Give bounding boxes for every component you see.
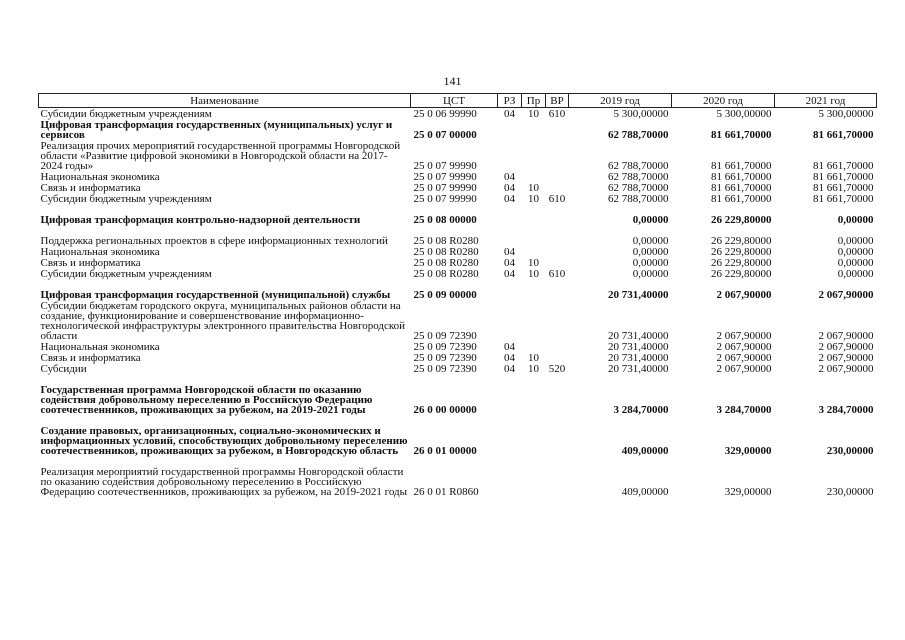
cell-2019: 0,00000 <box>632 268 669 280</box>
cell-2020: 81 661,70000 <box>711 193 772 205</box>
cell-2020: 81 661,70000 <box>711 182 772 194</box>
cell-2021: 2 067,90000 <box>818 289 874 301</box>
cell-2021: 2 067,90000 <box>818 330 874 342</box>
cell-vr <box>546 341 569 352</box>
cell-2021: 230,00000 <box>826 445 874 457</box>
cell-cst: 25 0 09 00000 <box>413 289 477 301</box>
cell-vr <box>546 119 569 140</box>
cell-cst: 25 0 08 R0280 <box>413 235 479 247</box>
cell-vr <box>546 225 569 246</box>
cell-2020: 81 661,70000 <box>711 160 772 172</box>
cell-2021: 81 661,70000 <box>813 193 874 205</box>
cell-cst: 25 0 07 99990 <box>413 193 477 205</box>
cell-2020: 2 067,90000 <box>716 330 772 342</box>
cell-vr <box>546 374 569 415</box>
cell-2019: 0,00000 <box>632 246 669 258</box>
cell-name: Цифровая трансформация контрольно-надзорной деятельности <box>40 214 361 226</box>
cell-2020: 2 067,90000 <box>716 341 772 353</box>
cell-vr <box>546 300 569 341</box>
cell-2020: 329,00000 <box>724 486 772 498</box>
cell-2019: 0,00000 <box>632 214 669 226</box>
cell-2019: 62 788,70000 <box>608 193 669 205</box>
cell-rz: 04 <box>504 182 515 194</box>
cell-cst: 25 0 07 00000 <box>413 129 477 141</box>
cell-pr <box>522 246 546 257</box>
budget-table <box>38 93 877 497</box>
cell-2020: 329,00000 <box>724 445 772 457</box>
cell-cst: 25 0 06 99990 <box>413 108 477 120</box>
column-header-rz: РЗ <box>498 94 522 108</box>
cell-rz <box>498 374 522 415</box>
column-header-2020: 2020 год <box>672 94 775 108</box>
cell-cst: 25 0 09 72390 <box>413 363 477 375</box>
cell-2021: 2 067,90000 <box>818 352 874 364</box>
cell-2020: 3 284,70000 <box>716 404 772 416</box>
cell-2020: 2 067,90000 <box>716 289 772 301</box>
cell-2021: 81 661,70000 <box>813 160 874 172</box>
table-row <box>39 257 877 268</box>
cell-name: Цифровая трансформация государственных (муниципальных) услуг и сервисов <box>40 119 393 141</box>
cell-name: Связь и информатика <box>40 352 141 364</box>
cell-name: Реализация прочих мероприятий государственной программы Новгородской области «Развитие цифровой экономики в Новгородской области на 2017-2024 годы» <box>40 140 401 172</box>
table-row <box>39 456 877 497</box>
cell-2021: 81 661,70000 <box>813 129 874 141</box>
cell-2019: 62 788,70000 <box>608 129 669 141</box>
table-row <box>39 108 877 120</box>
cell-2021: 0,00000 <box>837 268 874 280</box>
cell-cst: 26 0 01 R0860 <box>413 486 479 498</box>
cell-name: Национальная экономика <box>40 341 160 353</box>
cell-rz <box>498 119 522 140</box>
cell-name: Создание правовых, организационных, социально-экономических и информационных условий, способствующих добровольному переселению соотечественников, проживающих за рубежом, в Новгородскую область <box>40 425 408 457</box>
cell-2019: 20 731,40000 <box>608 289 669 301</box>
cell-pr <box>522 140 546 171</box>
cell-vr <box>546 204 569 225</box>
cell-cst: 25 0 07 99990 <box>413 160 477 172</box>
cell-vr: 610 <box>548 193 566 205</box>
cell-pr: 10 <box>528 108 539 120</box>
cell-2019: 3 284,70000 <box>613 404 669 416</box>
cell-pr <box>522 415 546 456</box>
cell-name: Государственная программа Новгородской области по оказанию содействия добровольному переселению в Российскую Федерацию соотечественников, проживающих за рубежом, на 2019-2021 годы <box>40 384 373 416</box>
table-row <box>39 300 877 341</box>
table-row <box>39 246 877 257</box>
cell-2019: 409,00000 <box>621 486 669 498</box>
cell-2020: 26 229,80000 <box>711 246 772 258</box>
cell-rz: 04 <box>504 352 515 364</box>
table-row <box>39 268 877 279</box>
cell-rz: 04 <box>504 363 515 375</box>
cell-2021: 2 067,90000 <box>818 341 874 353</box>
cell-2021: 5 300,00000 <box>818 108 874 120</box>
cell-2021: 0,00000 <box>837 257 874 269</box>
cell-vr <box>546 246 569 257</box>
cell-name: Поддержка региональных проектов в сфере информационных технологий <box>40 235 388 247</box>
table-row <box>39 140 877 171</box>
cell-name: Цифровая трансформация государственной (муниципальной) службы <box>40 289 391 301</box>
cell-vr <box>546 415 569 456</box>
cell-2020: 2 067,90000 <box>716 363 772 375</box>
cell-name: Связь и информатика <box>40 257 141 269</box>
cell-rz <box>498 415 522 456</box>
cell-vr: 610 <box>548 108 566 120</box>
cell-2020: 26 229,80000 <box>711 235 772 247</box>
table-row <box>39 374 877 415</box>
table-row <box>39 279 877 300</box>
cell-rz <box>498 225 522 246</box>
cell-2020: 81 661,70000 <box>711 171 772 183</box>
cell-name: Связь и информатика <box>40 182 141 194</box>
cell-pr <box>522 341 546 352</box>
cell-pr: 10 <box>528 182 539 194</box>
cell-2019: 62 788,70000 <box>608 171 669 183</box>
cell-rz <box>498 140 522 171</box>
table-row <box>39 363 877 374</box>
cell-rz: 04 <box>504 246 515 258</box>
cell-2019: 20 731,40000 <box>608 363 669 375</box>
cell-name: Субсидии <box>40 363 87 375</box>
cell-2021: 81 661,70000 <box>813 171 874 183</box>
cell-2020: 26 229,80000 <box>711 214 772 226</box>
cell-cst: 25 0 08 R0280 <box>413 246 479 258</box>
cell-cst: 25 0 09 72390 <box>413 352 477 364</box>
cell-pr <box>522 374 546 415</box>
cell-vr <box>546 171 569 182</box>
cell-2019: 20 731,40000 <box>608 330 669 342</box>
cell-vr: 520 <box>548 363 566 375</box>
cell-vr <box>546 456 569 497</box>
cell-vr <box>546 140 569 171</box>
cell-2021: 81 661,70000 <box>813 182 874 194</box>
cell-pr <box>522 279 546 300</box>
cell-vr <box>546 279 569 300</box>
cell-2020: 5 300,00000 <box>716 108 772 120</box>
cell-2021: 230,00000 <box>826 486 874 498</box>
cell-vr <box>546 182 569 193</box>
column-header-vr: ВР <box>546 94 569 108</box>
cell-cst: 25 0 09 72390 <box>413 341 477 353</box>
cell-rz <box>498 300 522 341</box>
cell-pr <box>522 171 546 182</box>
cell-name: Субсидии бюджетным учреждениям <box>40 108 212 120</box>
cell-2019: 5 300,00000 <box>613 108 669 120</box>
cell-name: Реализация мероприятий государственной программы Новгородской области по оказанию содействия добровольному переселению в Российскую Федерацию соотечественников, проживающих за рубежом, на 2019-2021 годы <box>40 466 408 498</box>
cell-rz: 04 <box>504 108 515 120</box>
cell-name: Национальная экономика <box>40 246 160 258</box>
cell-2019: 0,00000 <box>632 235 669 247</box>
cell-pr <box>522 225 546 246</box>
cell-pr <box>522 204 546 225</box>
cell-cst: 26 0 01 00000 <box>413 445 477 457</box>
cell-rz <box>498 204 522 225</box>
table-row <box>39 415 877 456</box>
cell-2019: 0,00000 <box>632 257 669 269</box>
table-row <box>39 341 877 352</box>
cell-pr: 10 <box>528 268 539 280</box>
table-row <box>39 193 877 204</box>
cell-pr: 10 <box>528 363 539 375</box>
cell-name: Субсидии бюджетным учреждениям <box>40 193 212 205</box>
cell-vr <box>546 257 569 268</box>
cell-rz: 04 <box>504 341 515 353</box>
cell-pr <box>522 119 546 140</box>
cell-2021: 0,00000 <box>837 214 874 226</box>
cell-cst: 25 0 08 R0280 <box>413 257 479 269</box>
cell-rz <box>498 279 522 300</box>
cell-name: Национальная экономика <box>40 171 160 183</box>
cell-2019: 62 788,70000 <box>608 182 669 194</box>
cell-name: Субсидии бюджетам городского округа, муниципальных районов области на создание, функционирование и совершенствование информационно-технологической инфраструктуры электронного правительства Новгородской области <box>40 300 406 342</box>
header-row <box>39 94 877 108</box>
cell-cst: 25 0 08 00000 <box>413 214 477 226</box>
cell-pr: 10 <box>528 352 539 364</box>
cell-rz: 04 <box>504 268 515 280</box>
cell-rz: 04 <box>504 193 515 205</box>
cell-2019: 20 731,40000 <box>608 352 669 364</box>
cell-pr: 10 <box>528 193 539 205</box>
cell-2020: 2 067,90000 <box>716 352 772 364</box>
cell-2021: 0,00000 <box>837 235 874 247</box>
column-header-2019: 2019 год <box>569 94 672 108</box>
table-row <box>39 225 877 246</box>
cell-pr <box>522 300 546 341</box>
cell-2020: 26 229,80000 <box>711 268 772 280</box>
cell-cst: 25 0 07 99990 <box>413 182 477 194</box>
table-body <box>39 108 877 498</box>
cell-cst: 25 0 08 R0280 <box>413 268 479 280</box>
table-row <box>39 182 877 193</box>
cell-2021: 0,00000 <box>837 246 874 258</box>
cell-pr: 10 <box>528 257 539 269</box>
cell-2019: 62 788,70000 <box>608 160 669 172</box>
cell-rz <box>498 456 522 497</box>
column-header-name: Наименование <box>39 94 411 108</box>
cell-2021: 3 284,70000 <box>818 404 874 416</box>
cell-cst: 25 0 09 72390 <box>413 330 477 342</box>
cell-vr <box>546 352 569 363</box>
cell-cst: 25 0 07 99990 <box>413 171 477 183</box>
table-row <box>39 352 877 363</box>
table-row <box>39 204 877 225</box>
cell-2020: 26 229,80000 <box>711 257 772 269</box>
cell-rz: 04 <box>504 257 515 269</box>
table-header <box>39 94 877 108</box>
cell-pr <box>522 456 546 497</box>
cell-vr: 610 <box>548 268 566 280</box>
cell-rz: 04 <box>504 171 515 183</box>
column-header-pr: Пр <box>522 94 546 108</box>
table-row <box>39 171 877 182</box>
cell-2021: 2 067,90000 <box>818 363 874 375</box>
cell-cst: 26 0 00 00000 <box>413 404 477 416</box>
cell-2019: 20 731,40000 <box>608 341 669 353</box>
cell-name: Субсидии бюджетным учреждениям <box>40 268 212 280</box>
page-number: 141 <box>443 74 462 88</box>
cell-2019: 409,00000 <box>621 445 669 457</box>
column-header-2021: 2021 год <box>775 94 877 108</box>
table-row <box>39 119 877 140</box>
cell-2020: 81 661,70000 <box>711 129 772 141</box>
column-header-cst: ЦСТ <box>411 94 498 108</box>
